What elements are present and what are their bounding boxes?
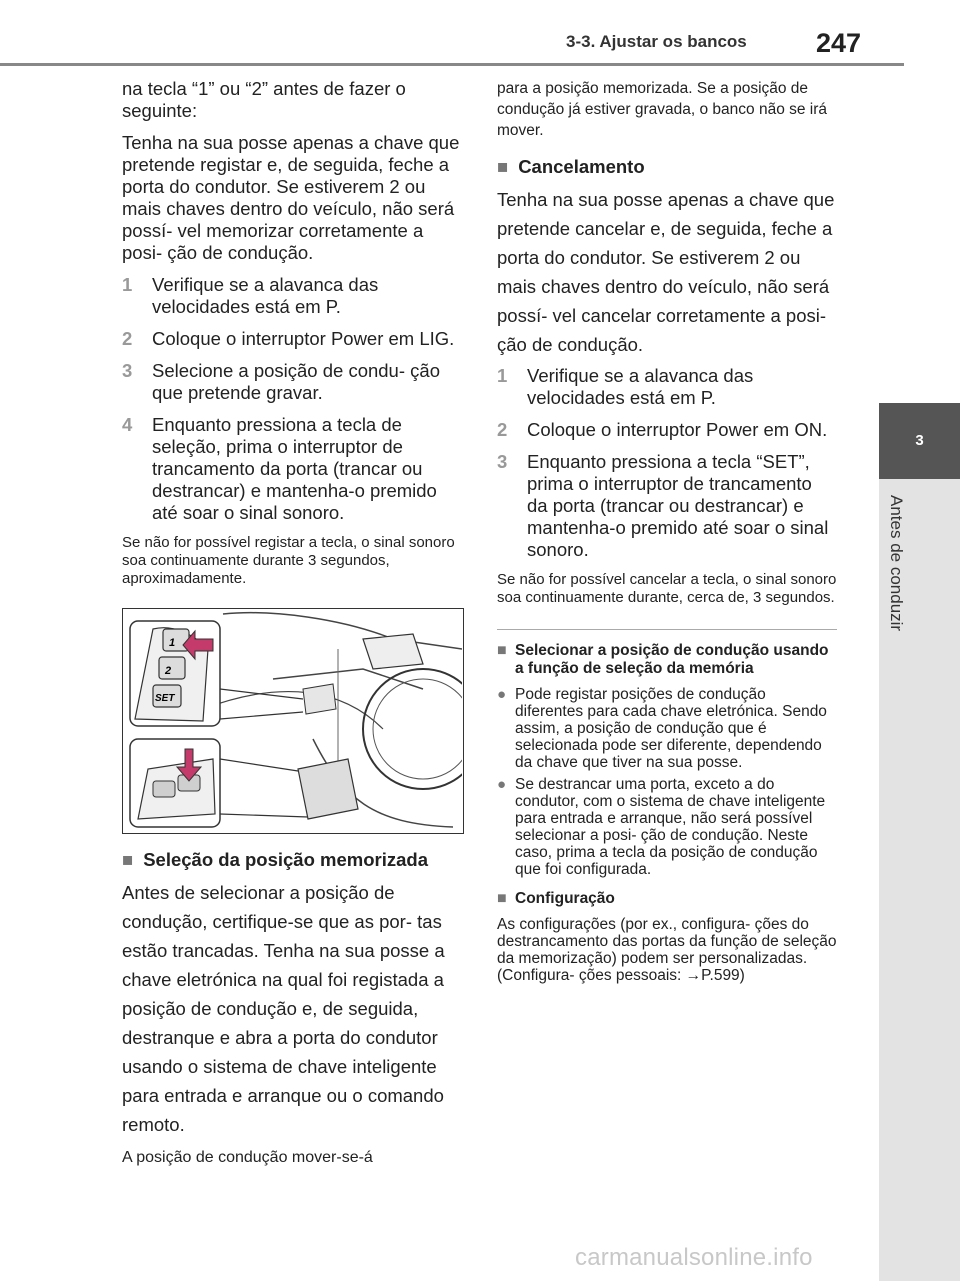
circle-bullet-icon: ● bbox=[497, 776, 507, 793]
step-text: Verifique se a alavanca das velocidades está em P. bbox=[527, 365, 754, 408]
continued-text: A posição de condução mover-se-á bbox=[122, 1149, 373, 1166]
register-paragraph: Tenha na sua posse apenas a chave que pretende registar e, de seguida, feche a porta do condutor. Se estiverem 2 ou mais chaves dentro do veículo, não será possí- vel memorizar corretamente a posi- ção de condução. bbox=[122, 132, 460, 263]
step-item bbox=[122, 360, 464, 404]
right-column bbox=[497, 78, 837, 989]
config-heading-text: Configuração bbox=[515, 890, 615, 907]
button-1-label: 1 bbox=[169, 637, 176, 649]
page-number: 247 bbox=[816, 28, 862, 58]
chapter-tab[interactable]: 3 bbox=[879, 403, 960, 479]
continued-paragraph: para a posição memorizada. Se a posição de condução já estiver gravada, o banco não se irá mover. bbox=[497, 80, 828, 139]
bullet-text: Pode registar posições de condução diferentes para cada chave eletrónica. Sendo assim, a posição de condução que é selecionada pode ser diferente, dependendo da chave que tiver na sua posse. bbox=[515, 686, 827, 771]
door-switch-illustration bbox=[123, 609, 462, 832]
button-2-label: 2 bbox=[165, 665, 172, 677]
step-item bbox=[122, 274, 464, 318]
cancel-note: Se não for possível cancelar a tecla, o sinal sonoro soa continuamente durante, cerca de, 3 segundos. bbox=[497, 571, 837, 606]
square-bullet-icon: ■ bbox=[497, 890, 507, 907]
step-text: Enquanto pressiona a tecla “SET”, prima o interruptor de trancamento da porta (trancar ou destrancar) e mantenha-o premido até soar o sinal sonoro. bbox=[527, 451, 829, 560]
step-text: Verifique se a alavanca das velocidades está em P. bbox=[152, 274, 379, 317]
bullet-item bbox=[497, 686, 837, 771]
header-rule bbox=[0, 63, 904, 66]
section-heading: ■ Seleção da posição memorizada bbox=[122, 848, 464, 872]
square-bullet-icon: ■ bbox=[497, 642, 507, 659]
step-number: 3 bbox=[122, 360, 133, 381]
step-number: 2 bbox=[497, 419, 508, 440]
step-item bbox=[122, 414, 464, 524]
config-heading bbox=[497, 890, 837, 908]
info-heading-text: Selecionar a posição de condução usando a função de seleção da memória bbox=[515, 642, 829, 677]
config-text: As configurações (por ex., configura- ções do destrancamento das portas da função de seleção da memorização) podem ser personalizadas. (Configura- ções pessoais: →P.599) bbox=[497, 916, 837, 984]
step-text: Selecione a posição de condu- ção que pretende gravar. bbox=[152, 360, 440, 403]
bullet-text: Se destrancar uma porta, exceto a do condutor, com o sistema de chave inteligente para entrada e arranque, não será possível selecionar a posi- ção de condução. Neste caso, prima a tecla da posição de condução que foi configurada. bbox=[515, 776, 826, 878]
left-column bbox=[122, 78, 464, 1179]
selection-paragraph: Antes de selecionar a posição de condução, certifique-se que as por- tas estão trancadas. Tenha na sua posse a chave eletrónica na qual foi registada a posição de condução e, de seguida, destranque e abra a porta do condutor usando o sistema de chave inteligente para entrada e arranque ou o comando remoto. bbox=[122, 882, 445, 1135]
step-number: 1 bbox=[497, 365, 508, 386]
step-number: 4 bbox=[122, 414, 133, 435]
set-button-label: SET bbox=[155, 693, 175, 704]
step-item bbox=[497, 451, 837, 561]
cancel-heading: ■ Cancelamento bbox=[497, 155, 837, 179]
info-heading bbox=[497, 642, 837, 678]
bullet-item bbox=[497, 776, 837, 878]
cancel-paragraph: Tenha na sua posse apenas a chave que pretende cancelar e, de seguida, feche a porta do condutor. Se estiverem 2 ou mais chaves dentro do veículo, não será possí- vel cancelar corretamente a posi- ção de condução. bbox=[497, 189, 835, 355]
step-text: Coloque o interruptor Power em LIG. bbox=[152, 328, 455, 349]
step-item bbox=[122, 328, 464, 350]
step-item bbox=[497, 419, 837, 441]
circle-bullet-icon: ● bbox=[497, 686, 507, 703]
step-text: Enquanto pressiona a tecla de seleção, prima o interruptor de trancamento da porta (trancar ou destrancar) e mantenha-o premido até soar o sinal sonoro. bbox=[152, 414, 437, 523]
chapter-title: Antes de conduzir bbox=[887, 495, 906, 632]
illustration-figure bbox=[122, 608, 464, 834]
step-number: 3 bbox=[497, 451, 508, 472]
register-note: Se não for possível registar a tecla, o sinal sonoro soa continuamente durante 3 segundos, aproximadamente. bbox=[122, 534, 455, 587]
divider bbox=[497, 629, 837, 630]
intro-text: na tecla “1” ou “2” antes de fazer o seguinte: bbox=[122, 78, 406, 121]
section-title: 3-3. Ajustar os bancos bbox=[566, 32, 747, 51]
step-number: 1 bbox=[122, 274, 133, 295]
step-number: 2 bbox=[122, 328, 133, 349]
watermark: carmanualsonline.info bbox=[575, 1244, 813, 1271]
step-item bbox=[497, 365, 837, 409]
step-text: Coloque o interruptor Power em ON. bbox=[527, 419, 828, 440]
